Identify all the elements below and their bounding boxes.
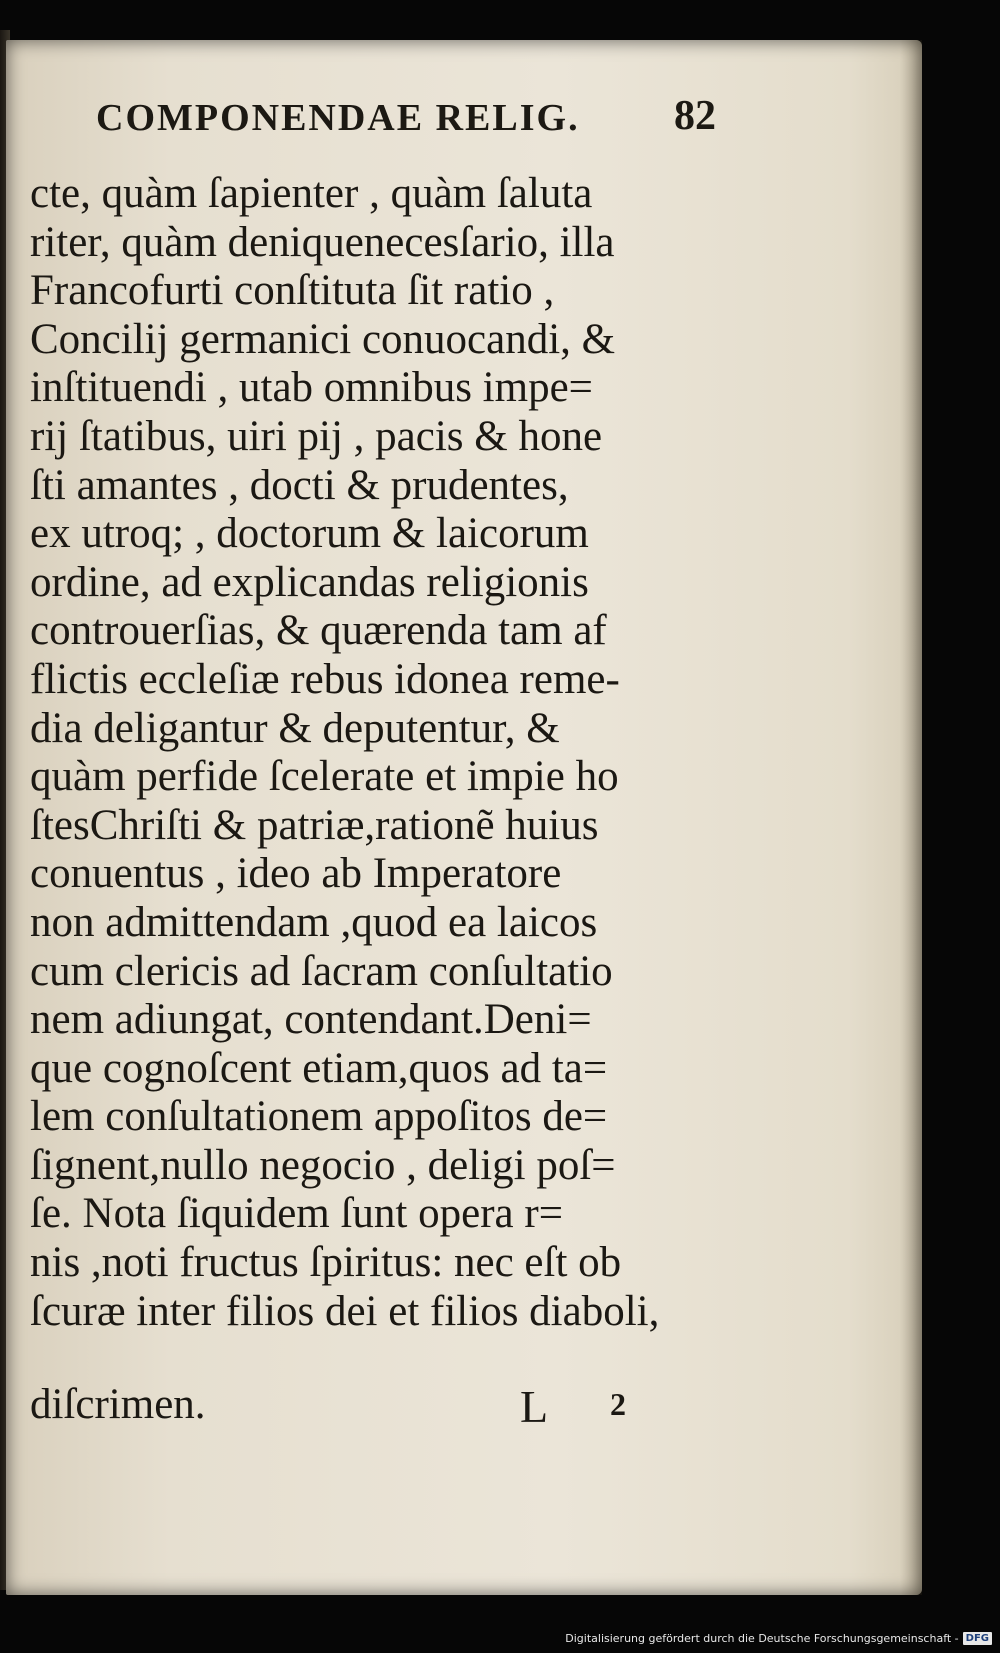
text-line: inſtituendi , utab omnibus impe=: [30, 364, 593, 412]
text-line: controuerſias, & quærenda tam af: [30, 607, 607, 655]
text-line: ſti amantes , docti & prudentes,: [30, 461, 569, 509]
text-line: Concilij germanici conuocandi, &: [30, 315, 616, 363]
text-line: Francofurti conſtituta ſit ratio ,: [30, 267, 555, 315]
text-line: rij ſtatibus, uiri pij , pacis & hone: [30, 412, 603, 460]
page-header: [96, 88, 716, 158]
text-line: ſtesChriſti & patriæ,rationẽ huius: [30, 801, 599, 849]
text-line: lem conſultationem appoſitos de=: [30, 1093, 608, 1141]
text-line: ordine, ad explicandas religionis: [30, 558, 589, 606]
text-line: ſe. Nota ſiquidem ſunt opera r=: [30, 1190, 563, 1238]
body-text: [30, 170, 710, 1336]
text-line: riter, quàm deniquenecesſario, illa: [30, 218, 615, 266]
text-line: ex utroq; , doctorum & laicorum: [30, 510, 589, 558]
page-footer: [30, 1380, 710, 1430]
text-line: flictis eccleſiæ rebus idonea reme-: [30, 655, 620, 703]
text-line: que cognoſcent etiam,quos ad ta=: [30, 1044, 608, 1092]
text-line: quàm perfide ſcelerate et impie ho: [30, 753, 619, 801]
book-page: [6, 40, 922, 1595]
digitization-notice: [565, 1629, 992, 1647]
text-line: nis ,noti fructus ſpiritus: nec eſt ob: [30, 1239, 622, 1287]
text-line: dia deligantur & deputentur, &: [30, 704, 560, 752]
text-line: ſignent,nullo negocio , deligi poſ=: [30, 1141, 616, 1189]
text-line: cum clericis ad ſacram conſultatio: [30, 947, 613, 995]
text-line: cte, quàm ſapienter , quàm ſaluta: [30, 170, 593, 217]
catchword: diſcrimen.: [30, 1381, 206, 1428]
folio-number: 82: [674, 93, 716, 139]
signature-number: 2: [610, 1386, 626, 1422]
signature-mark: L: [520, 1381, 549, 1432]
dfg-logo: DFG: [963, 1632, 992, 1645]
text-line: non admittendam ,quod ea laicos: [30, 898, 598, 946]
running-title: COMPONENDAE RELIG.: [96, 97, 580, 139]
text-line: conuentus , ideo ab Imperatore: [30, 850, 562, 898]
text-line: ſcuræ inter filios dei et filios diaboli,: [30, 1287, 660, 1335]
digitization-notice-text: Digitalisierung gefördert durch die Deutsche Forschungsgemeinschaft -: [565, 1631, 959, 1645]
text-line: nem adiungat, contendant.Deni=: [30, 996, 592, 1044]
